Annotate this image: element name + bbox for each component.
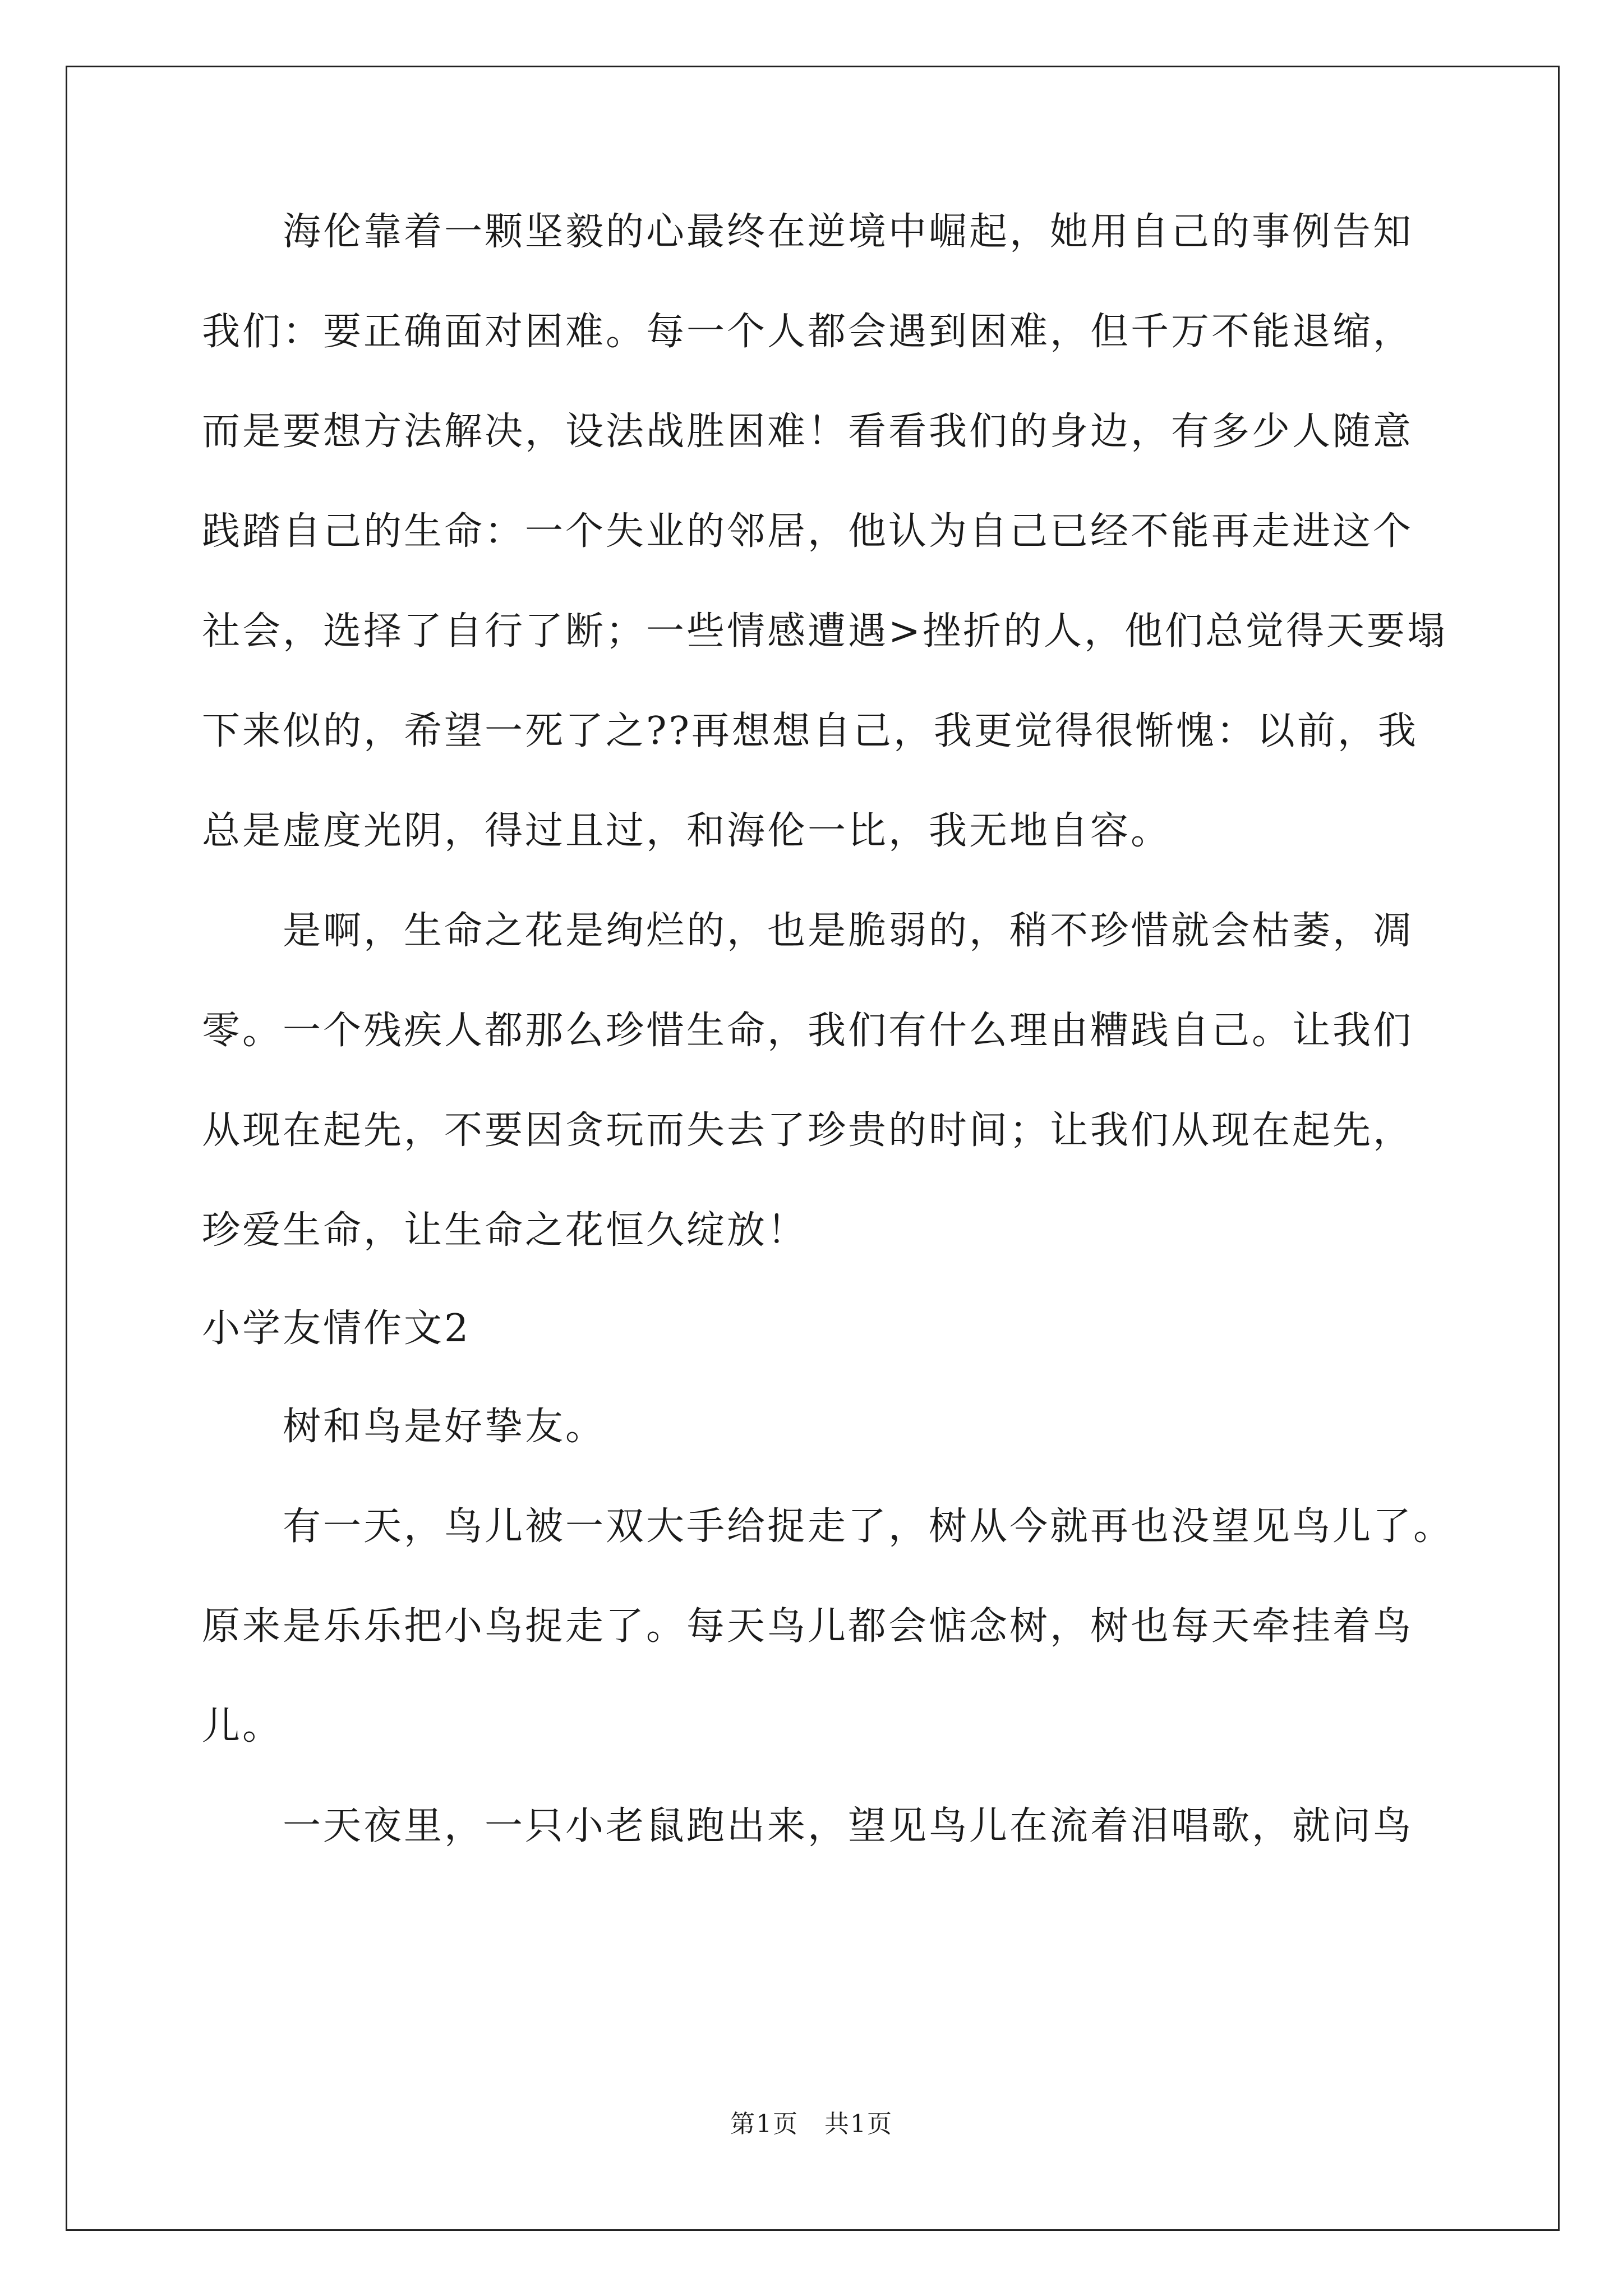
text-line: 践踏自己的生命：一个失业的邻居，他认为自己已经不能再走进这个	[202, 509, 1414, 554]
text-line: 原来是乐乐把小鸟捉走了。每天鸟儿都会惦念树，树也每天牵挂着鸟	[202, 1604, 1414, 1649]
text-line: 有一天，鸟儿被一双大手给捉走了，树从今就再也没望见鸟儿了。	[202, 1504, 1454, 1549]
text-line: 一天夜里，一只小老鼠跑出来，望见鸟儿在流着泪唱歌，就问鸟	[202, 1804, 1414, 1848]
text-line: 我们：要正确面对困难。每一个人都会遇到困难，但千万不能退缩，	[202, 310, 1414, 354]
page-number-footer: 第1页 共1页	[730, 2110, 893, 2138]
section-heading: 小学友情作文2	[202, 1306, 471, 1351]
text-line: 是啊，生命之花是绚烂的，也是脆弱的，稍不珍惜就会枯萎，凋	[202, 909, 1414, 953]
text-line: 而是要想方法解决，设法战胜困难！看看我们的身边，有多少人随意	[202, 409, 1414, 454]
text-line: 海伦靠着一颗坚毅的心最终在逆境中崛起，她用自己的事例告知	[202, 210, 1414, 254]
text-line: 儿。	[202, 1704, 283, 1749]
text-line: 从现在起先，不要因贪玩而失去了珍贵的时间；让我们从现在起先，	[202, 1108, 1414, 1153]
text-line: 树和鸟是好挚友。	[202, 1405, 606, 1449]
text-line: 下来似的，希望一死了之??再想想自己，我更觉得很惭愧：以前，我	[202, 709, 1418, 753]
text-line: 总是虚度光阴，得过且过，和海伦一比，我无地自容。	[202, 809, 1172, 853]
text-line: 珍爱生命，让生命之花恒久绽放！	[202, 1208, 808, 1253]
text-line: 社会，选择了自行了断；一些情感遭遇>挫折的人，他们总觉得天要塌	[202, 609, 1447, 654]
text-line: 零。一个残疾人都那么珍惜生命，我们有什么理由糟践自己。让我们	[202, 1009, 1414, 1053]
